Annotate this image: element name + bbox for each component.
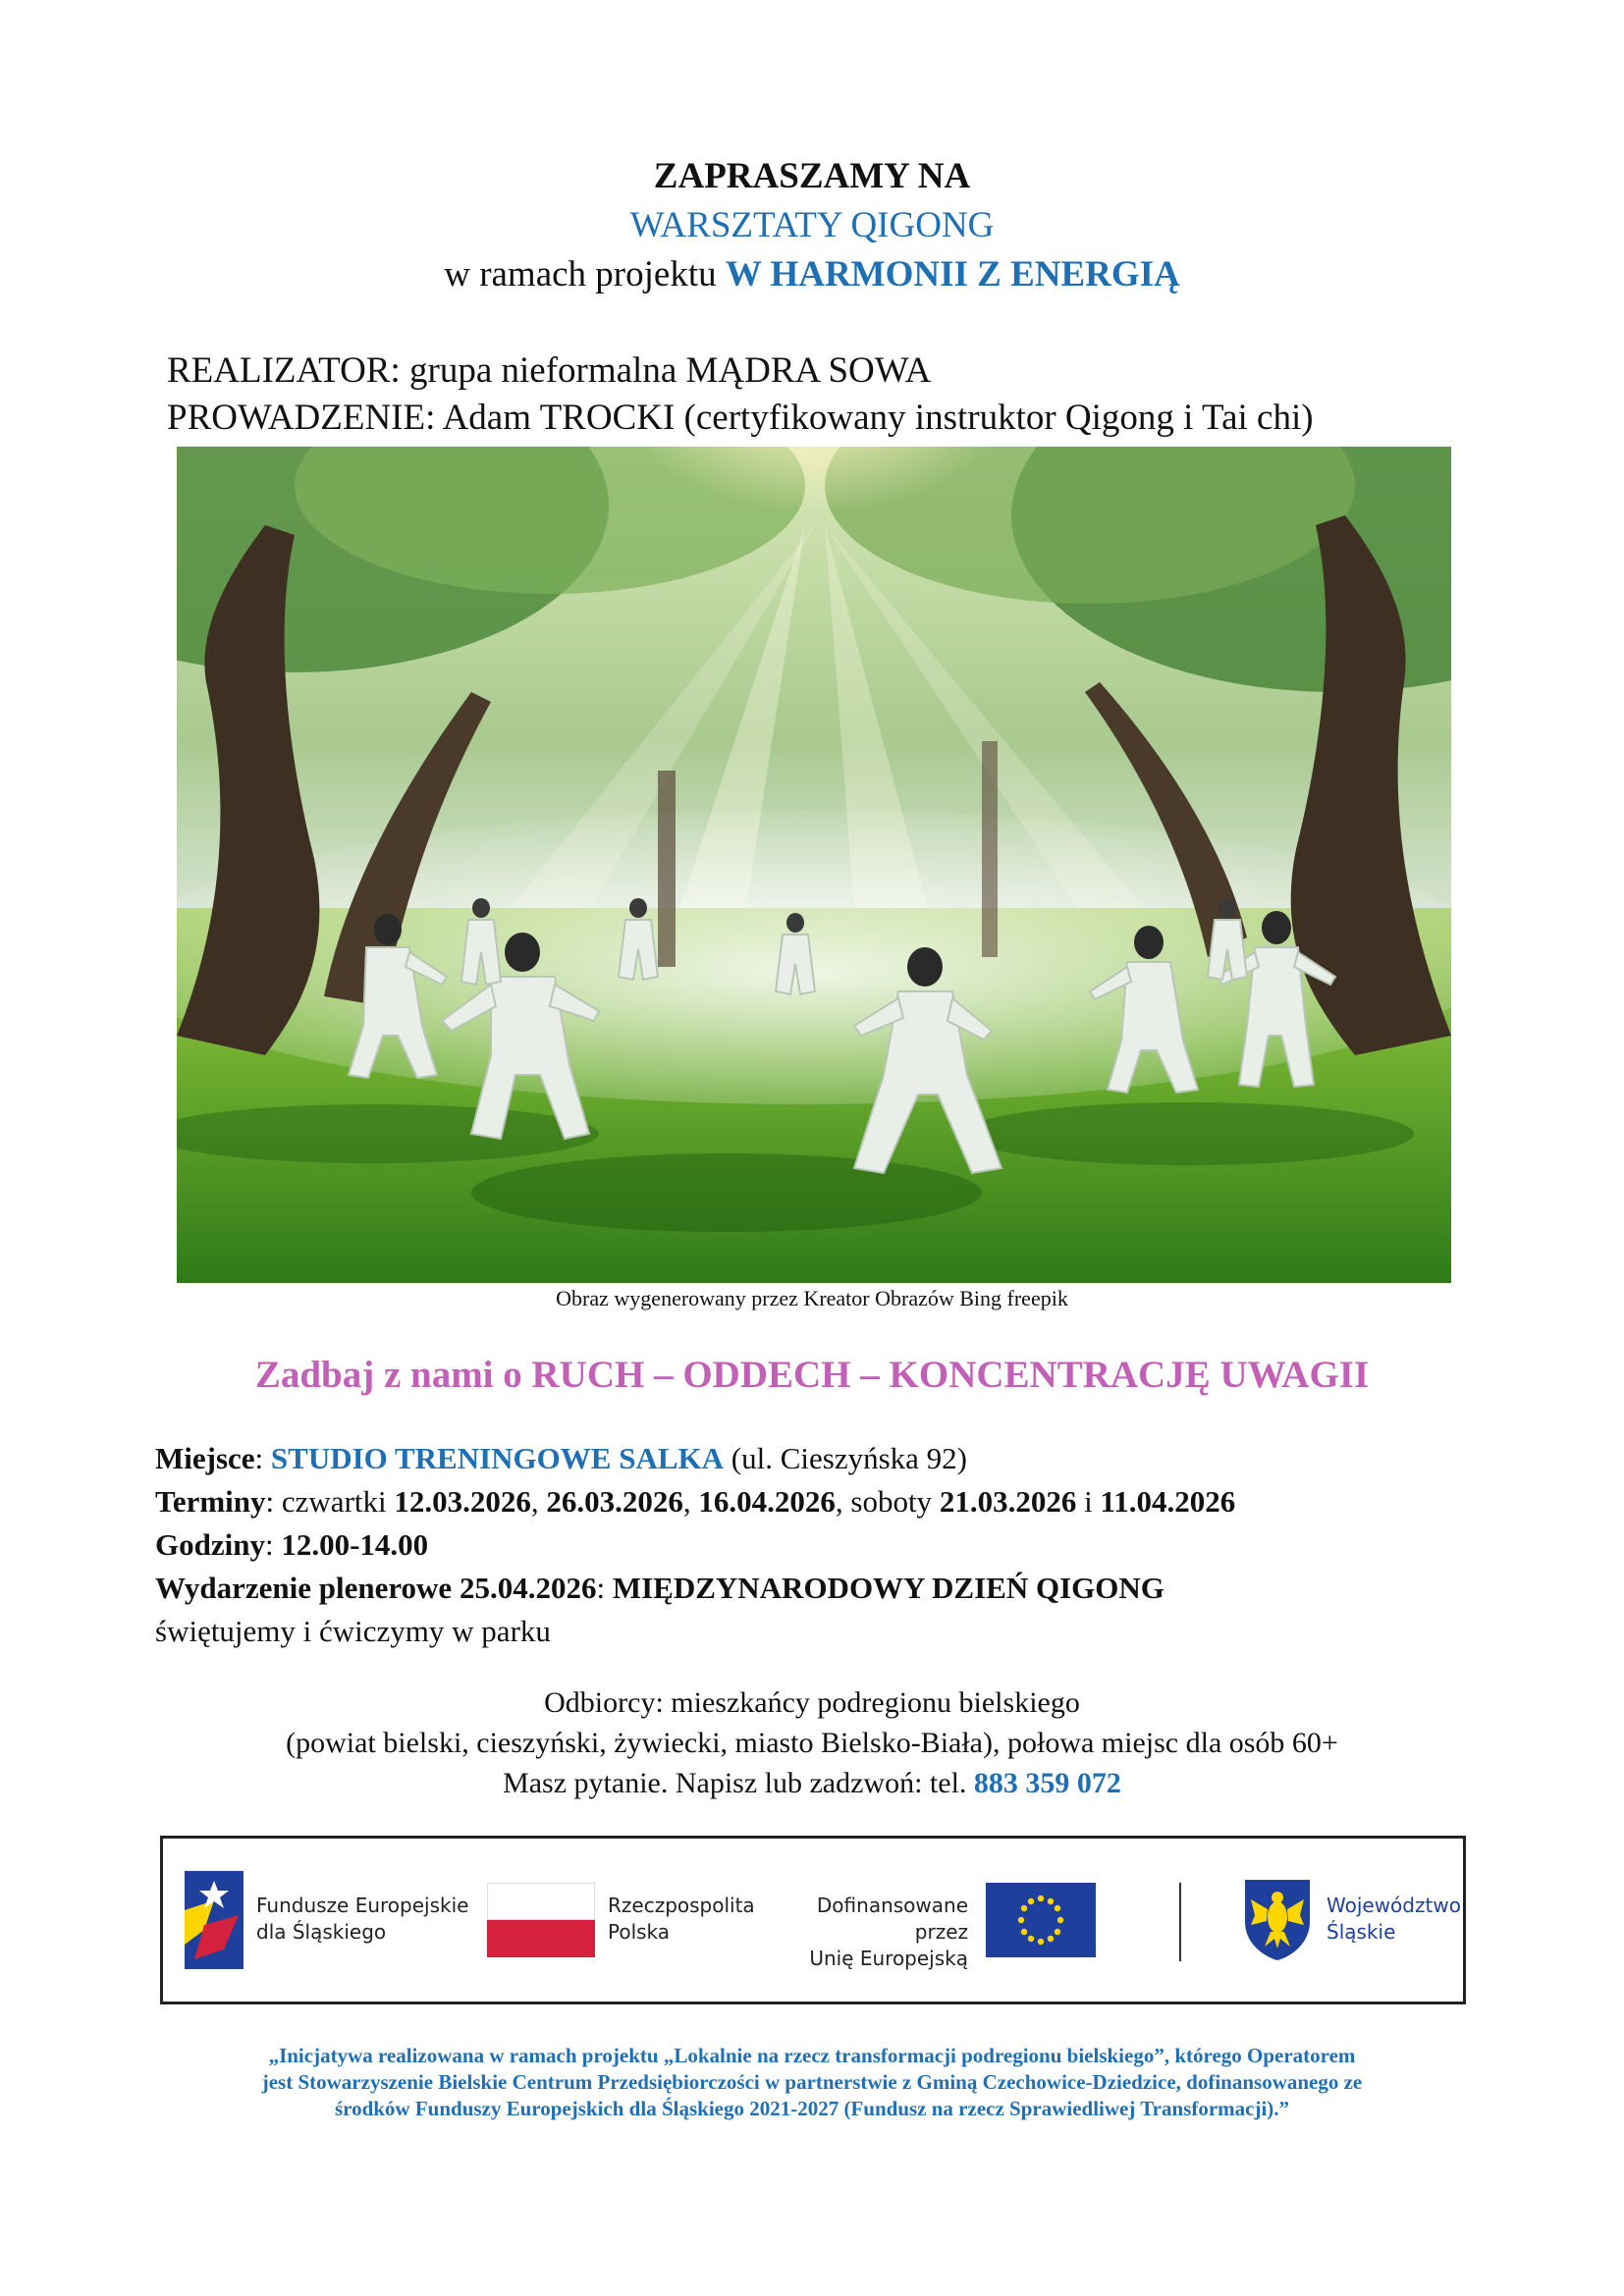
footer-line-2: jest Stowarzyszenie Bielskie Centrum Przedsiębiorczości w partnerstwie z Gminą Czechowice-Dziedzice, dofinansowanego ze [261, 2070, 1363, 2094]
eu-flag-icon [986, 1883, 1096, 1957]
audience-line-2: (powiat bielski, cieszyński, żywiecki, miasto Bielsko-Biała), połowa miejsc dla osób 60+ [286, 1727, 1338, 1759]
footer-line-1: „Inicjatywa realizowana w ramach projektu „Lokalnie na rzecz transformacji podregionu bielskiego”, którego Operatorem [268, 2044, 1356, 2067]
logo-divider [1179, 1883, 1181, 1961]
fe-logo-text [256, 1893, 468, 1946]
audience-line-1: Odbiorcy: mieszkańcy podregionu bielskiego [544, 1686, 1080, 1719]
miejsce-line: Miejsce: STUDIO TRENINGOWE SALKA (ul. Cieszyńska 92) [155, 1441, 967, 1475]
terminy-line: Terminy: czwartki 12.03.2026, 26.03.2026, 16.04.2026, soboty 21.03.2026 i 11.04.2026 [155, 1484, 1236, 1519]
contact-prefix: Masz pytanie. Napisz lub zadzwoń: tel. [503, 1767, 974, 1799]
event-line: Wydarzenie plenerowe 25.04.2026: MIĘDZYNARODOWY DZIEŃ QIGONG [155, 1571, 1164, 1605]
terminy-date-4: 21.03.2026 [939, 1484, 1077, 1519]
image-caption: Obraz wygenerowany przez Kreator Obrazów Bing freepik [556, 1286, 1068, 1310]
event-label: Wydarzenie plenerowe 25.04.2026 [155, 1571, 597, 1605]
ws-logo-text [1326, 1893, 1461, 1946]
title-project [0, 253, 1624, 295]
godziny-value: 12.00-14.00 [281, 1527, 429, 1562]
qigong-park-image [177, 447, 1451, 1283]
fe-line-1: Fundusze Europejskie [256, 1894, 469, 1917]
funding-logos-bar [160, 1836, 1466, 2004]
terminy-date-2: 26.03.2026 [546, 1484, 683, 1519]
footer-line-3: środków Funduszy Europejskich dla Śląskiego 2021-2027 (Fundusz na rzecz Sprawiedliwej Transformacji).” [334, 2097, 1290, 2120]
ws-line-2: Śląskie [1326, 1920, 1396, 1944]
eu-logo-text [791, 1893, 968, 1972]
terminy-date-3: 16.04.2026 [698, 1484, 836, 1519]
rp-logo-text [608, 1893, 755, 1946]
terminy-text1: czwartki [274, 1484, 395, 1519]
godziny-line: Godziny: 12.00-14.00 [155, 1527, 429, 1562]
rp-line-2: Polska [608, 1920, 671, 1944]
fe-line-2: dla Śląskiego [256, 1920, 387, 1944]
realizator-line: REALIZATOR: grupa nieformalna MĄDRA SOWA [167, 350, 932, 391]
eu-line-2: Unię Europejską [809, 1947, 968, 1970]
ws-line-1: Województwo [1326, 1894, 1461, 1917]
slaskie-coat-of-arms-icon [1243, 1878, 1312, 1962]
event-note: świętujemy i ćwiczymy w parku [155, 1614, 551, 1648]
poland-flag-icon [487, 1883, 595, 1957]
terminy-date-1: 12.03.2026 [394, 1484, 531, 1519]
phone-number[interactable]: 883 359 072 [973, 1767, 1121, 1799]
terminy-date-5: 11.04.2026 [1100, 1484, 1236, 1519]
event-value: MIĘDZYNARODOWY DZIEŃ QIGONG [605, 1571, 1164, 1605]
project-name: W HARMONII Z ENERGIĄ [725, 254, 1180, 294]
title-workshop: WARSZTATY QIGONG [629, 205, 995, 245]
miejsce-value: STUDIO TRENINGOWE SALKA [270, 1441, 725, 1475]
title-project-prefix: w ramach projektu [444, 254, 726, 294]
title-invite: ZAPRASZAMY NA [653, 156, 971, 196]
terminy-and: i [1076, 1484, 1101, 1519]
prowadzenie-line: PROWADZENIE: Adam TROCKI (certyfikowany instruktor Qigong i Tai chi) [167, 398, 1314, 438]
miejsce-address: (ul. Cieszyńska 92) [724, 1441, 967, 1475]
rp-line-1: Rzeczpospolita [608, 1894, 755, 1917]
miejsce-label: Miejsce [155, 1441, 255, 1475]
terminy-label: Terminy [155, 1484, 266, 1519]
godziny-label: Godziny [155, 1527, 265, 1562]
slogan: Zadbaj z nami o RUCH – ODDECH – KONCENTRACJĘ UWAGII [254, 1354, 1370, 1396]
audience-line-3 [0, 1767, 1624, 1800]
terminy-text2: soboty [842, 1484, 940, 1519]
eu-line-1: Dofinansowane przez [816, 1894, 968, 1944]
fundusze-europejskie-icon [185, 1871, 244, 1969]
